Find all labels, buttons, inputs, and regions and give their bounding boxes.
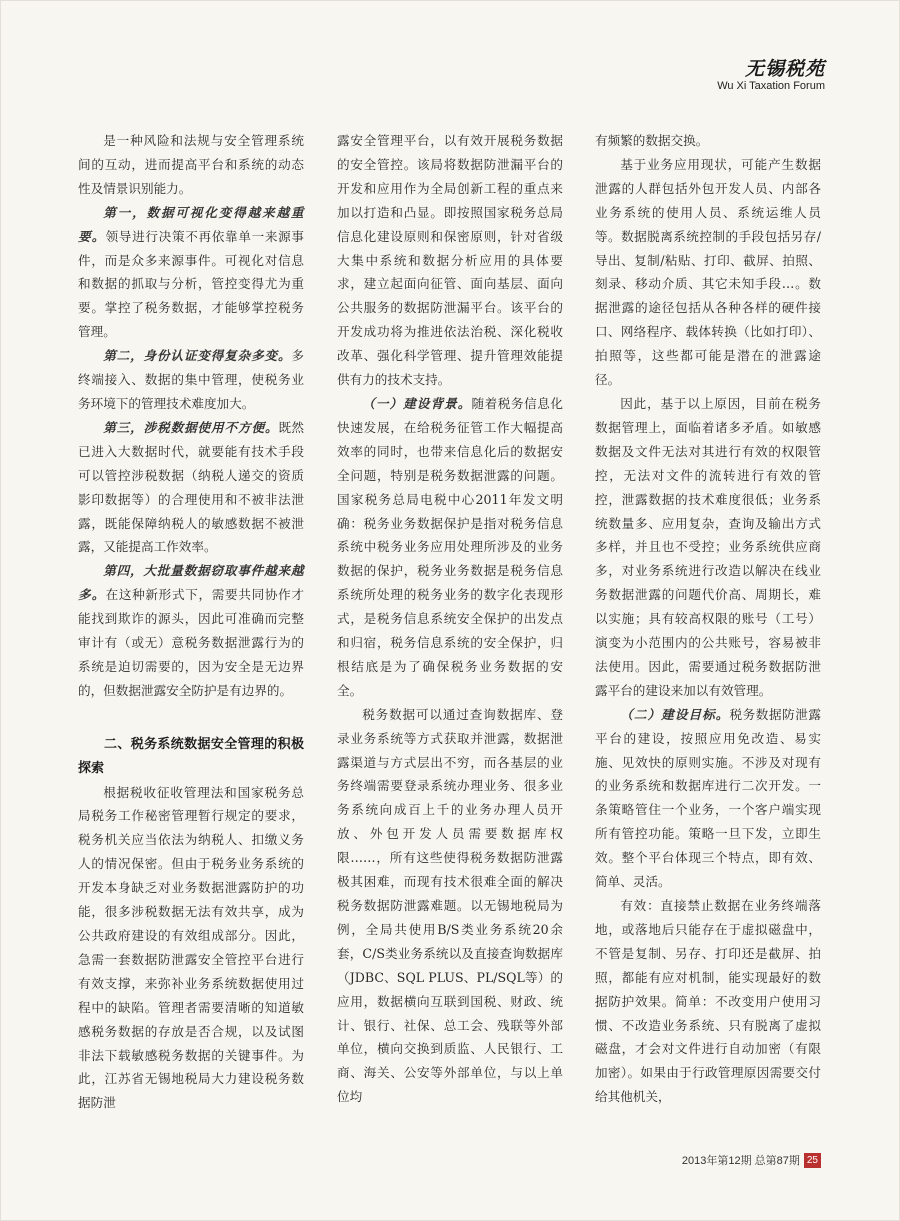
- page-footer: [682, 1152, 821, 1168]
- keyword-lead: 第一，数据可视化变得越来越重要。: [78, 204, 304, 244]
- text-column-3: [595, 129, 821, 1109]
- paragraph: 露安全管理平台，以有效开展税务数据的安全管控。该局将数据防泄漏平台的开发和应用作为全局创新工程的重点来加以打造和凸显。即按照国家税务总局信息化建设原则和保密原则，针对省级大集中系统和数据分析应用的具体要求，建立起面向征管、面向基层、面向公共服务的数据防泄漏平台。该平台的开发成功将为推进依法治税、深化税收改革、强化科学管理、提升管理效能提供有力的技术支持。: [337, 133, 563, 388]
- paragraph: [595, 703, 821, 894]
- keyword-lead: 第三，涉税数据使用不方便。: [103, 419, 279, 435]
- paragraph: 根据税收征收管理法和国家税务总局税务工作秘密管理暂行规定的要求，税务机关应当依法为纳税人、扣缴义务人的情况保密。但由于税务业务系统的开发本身缺乏对业务数据泄露防护的功能，很多涉税数据无法有效共享，成为公共政府建设的有效组成部分。因此，急需一套数据防泄露安全管控平台进行有效支撑，来弥补业务系统数据使用过程中的缺陷。管理者需要清晰的知道敏感税务数据的存放是否合规，以及试图非法下载敏感税务数据的关键事件。为此，江苏省无锡地税局大力建设税务数据防泄: [78, 784, 304, 1111]
- keyword-lead: 第四，大批量数据窃取事件越来越多。: [78, 563, 304, 603]
- keyword-lead: （一）建设背景。: [362, 395, 472, 411]
- page-header: [717, 59, 825, 93]
- paragraph: 是一种风险和法规与安全管理系统间的互动，进而提高平台和系统的动态性及情景识别能力。: [78, 133, 304, 196]
- paragraph: [337, 392, 563, 703]
- section-heading: 二、税务系统数据安全管理的积极探索: [78, 736, 304, 776]
- paragraph-text: 领导进行决策不再依靠单一来源事件，而是众多来源事件。可视化对信息和数据的抓取与分析，管控变得尤为重要。掌控了税务数据，才能够掌控税务管理。: [78, 228, 305, 340]
- paragraph-text: 多终端接入、数据的集中管理，使税务业务环境下的管理技术难度加大。: [78, 348, 304, 411]
- issue-info: 2013年第12期 总第87期: [681, 1155, 800, 1167]
- paragraph: 有效：直接禁止数据在业务终端落地，或落地后只能存在于虚拟磁盘中，不管是复制、另存、打印还是截屏、拍照，都能有应对机制，能实现最好的数据防护效果。简单：不改变用户使用习惯、不改造业务系统、只有脱离了虚拟磁盘，才会对文件进行自动加密（有限加密）。如果由于行政管理原因需要交付给其他机关，: [595, 898, 821, 1105]
- paragraph-text: 既然已进入大数据时代，就要能有技术手段可以管控涉税数据（纳税人递交的资质影印数据等）的合理使用和不被非法泄露，既能保障纳税人的敏感数据不被泄露，又能提高工作效率。: [78, 419, 305, 555]
- paragraph-text: 在这种新形式下，需要共同协作才能找到欺诈的源头，因此可准确而完整审计有（或无）意税务数据泄露行为的系统是迫切需要的，因为安全是无边界的，但数据泄露安全防护是有边界的。: [78, 587, 305, 698]
- magazine-subtitle: Wu Xi Taxation Forum: [717, 80, 825, 92]
- paragraph: 因此，基于以上原因，目前在税务数据管理上，面临着诸多矛盾。如敏感数据及文件无法对其进行有效的权限管控，无法对文件的流转进行有效的管控，泄露数据的技术难度很低；业务系统数量多、应用复杂，查询及输出方式多样，并且也不受控；业务系统供应商多，对业务系统进行改造以解决在线业务数据泄露的问题代价高、周期长，难以实施；具有较高权限的账号（工号）演变为小范围内的公共账号，容易被非法使用。因此，需要通过税务数据防泄露平台的建设来加以有效管理。: [595, 395, 821, 698]
- keyword-lead: 第二，身份认证变得复杂多变。: [103, 348, 292, 364]
- paragraph: [78, 559, 304, 702]
- text-column-1: [78, 129, 304, 1115]
- magazine-brand: 无锡税苑: [744, 58, 825, 80]
- paragraph: [78, 416, 304, 559]
- paragraph: 税务数据可以通过查询数据库、登录业务系统等方式获取并泄露，数据泄露渠道与方式层出不穷，而各基层的业务终端需要登录系统办理业务、很多业务系统向成百上千的业务办理人员开放、外包开发人员需要数据库权限……，所有这些使得税务数据防泄露极其困难，而现有技术很难全面的解决税务数据防泄露难题。以无锡地税局为例，全局共使用B/S类业务系统20余套，C/S类业务系统以及直接查询数据库（JDBC、SQL PLUS、PL/SQL等）的应用，数据横向互联到国税、财政、统计、银行、社保、总工会、残联等外部单位，横向交换到质监、人民银行、工商、海关、公安等外部单位，与以上单位均: [337, 706, 563, 1105]
- paragraph: 基于业务应用现状，可能产生数据泄露的人群包括外包开发人员、内部各业务系统的使用人员、系统运维人员等。数据脱离系统控制的手段包括另存/导出、复制/粘贴、打印、截屏、拍照、刻录、移动介质、其它未知手段…。数据泄露的途径包括从各种各样的硬件接口、网络程序、载体转换（比如打印）、拍照等，这些都可能是潜在的泄露途径。: [595, 156, 821, 388]
- paragraph: 有频繁的数据交换。: [595, 133, 709, 148]
- paragraph: [78, 201, 304, 344]
- page-number: 25: [804, 1153, 821, 1168]
- paragraph: [78, 344, 304, 416]
- paragraph-text: 税务数据防泄露平台的建设，按照应用免改造、易实施、见效快的原则实施。不涉及对现有的业务系统和数据库进行二次开发。一条策略管住一个业务，一个客户端实现所有管控功能。策略一旦下发，立即生效。整个平台体现三个特点，即有效、简单、灵活。: [595, 706, 822, 890]
- keyword-lead: （二）建设目标。: [620, 706, 730, 722]
- paragraph-text: 随着税务信息化快速发展，在给税务征管工作大幅提高效率的同时，也带来信息化后的数据安全问题，特别是税务数据泄露的问题。国家税务总局电税中心2011年发文明确：税务业务数据保护是指对税务信息系统中税务业务应用处理所涉及的业务数据的保护，税务业务数据是税务信息系统所处理的税务业务的数字化表现形式，是税务信息系统安全保护的出发点和归宿，税务信息系统的安全保护，归根结底是为了确保税务业务数据的安全。: [337, 395, 564, 698]
- text-column-2: [337, 129, 563, 1109]
